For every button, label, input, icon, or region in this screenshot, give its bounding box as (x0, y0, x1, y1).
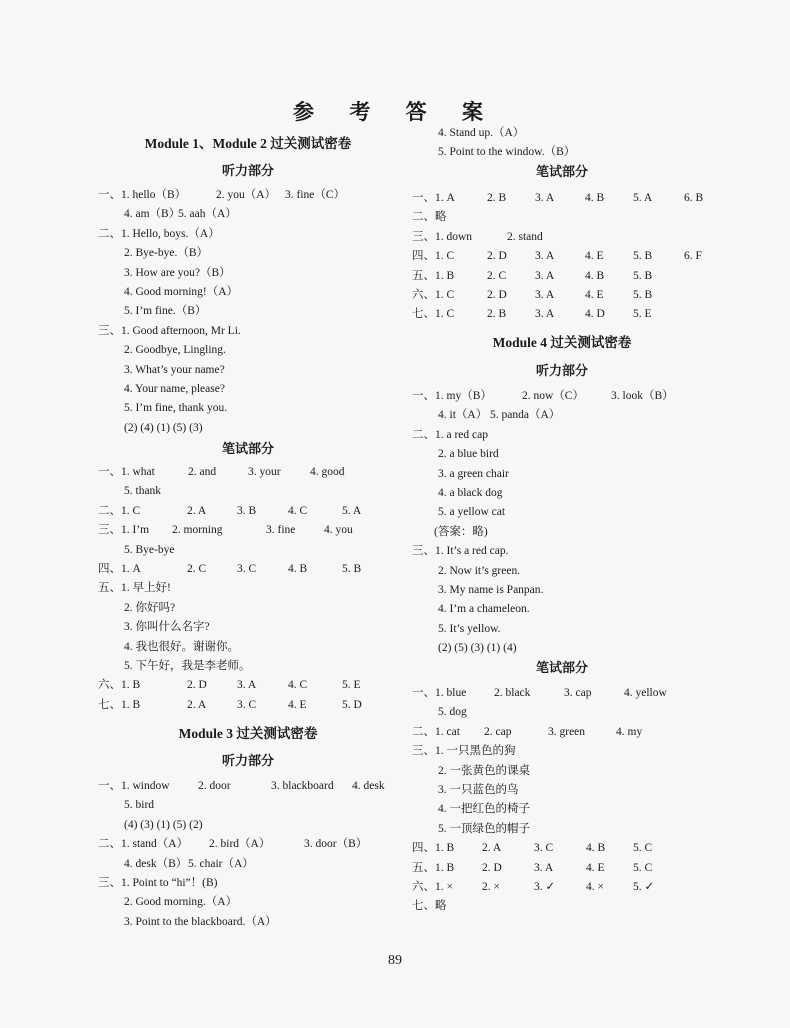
answer-item: 六、1. × (412, 881, 453, 893)
page-title: 参 考 答 案 (293, 100, 497, 124)
answer-item: (4) (3) (1) (5) (2) (124, 819, 203, 831)
answer-item: 5. A (633, 192, 653, 204)
answer-item: 3. B (237, 505, 257, 517)
answer-item: 4. C (288, 679, 308, 691)
answer-item: 5. B (633, 289, 653, 301)
answer-item: 三、1. down (412, 231, 473, 243)
answer-item: 5. Bye-bye (124, 544, 175, 556)
answer-item: 6. F (684, 250, 702, 262)
answer-item: 3. cap (564, 687, 592, 699)
answer-item: 2. Goodbye, Lingling. (124, 344, 226, 356)
answer-item: 2. black (494, 687, 531, 699)
answer-item: 4. E (585, 289, 604, 301)
answer-item: 2. D (487, 250, 507, 262)
answer-item: 2. and (188, 466, 217, 478)
answer-item: 二、1. C (98, 505, 141, 517)
answer-item: 一、1. hello（B） (98, 189, 187, 201)
answer-item: 3. A (534, 862, 554, 874)
answer-item: 2. B (487, 308, 507, 320)
answer-item: 3. A (535, 250, 555, 262)
answer-item: 3. My name is Panpan. (438, 584, 544, 596)
answer-item: 三、1. Point to “hi”！(B) (98, 877, 218, 889)
section-heading: Module 4 过关测试密卷 (492, 335, 632, 350)
section-heading: Module 1、Module 2 过关测试密卷 (144, 136, 352, 151)
page-number: 89 (388, 953, 402, 968)
answer-item: 5. 下午好，我是李老师。 (124, 660, 251, 672)
answer-item: 2. A (482, 842, 502, 854)
answer-item: 六、1. C (412, 289, 455, 301)
answer-item: 3. a green chair (438, 468, 509, 480)
section-heading: Module 3 过关测试密卷 (178, 726, 318, 741)
answer-item: 5. D (342, 699, 362, 711)
answer-item: 5. E (633, 308, 652, 320)
answer-item: 六、1. B (98, 679, 141, 691)
answer-item: 一、1. window (98, 780, 170, 792)
answer-item: 二、1. cat (412, 726, 460, 738)
answer-item: 3. C (237, 563, 257, 575)
answer-item: 5. ✓ (633, 881, 655, 893)
answer-item: 3. A (535, 308, 555, 320)
answer-item: 四、1. B (412, 842, 455, 854)
answer-item: 4. am（B） (124, 208, 181, 220)
answer-item: 2. C (487, 270, 507, 282)
answer-item: 2. Bye-bye.（B） (124, 247, 209, 259)
answer-item: 2. 你好吗? (124, 602, 176, 614)
answer-item: 4. D (585, 308, 605, 320)
answer-item: 一、1. my（B） (412, 390, 492, 402)
sub-heading: 笔试部分 (535, 661, 588, 676)
answer-item: 二、1. Hello, boys.（A） (98, 228, 220, 240)
answer-item: 2. D (487, 289, 507, 301)
answer-item: 3. door（B） (304, 838, 368, 850)
answer-item: 5. I’m fine, thank you. (124, 402, 228, 414)
answer-item: 2. you（A） (216, 189, 277, 201)
answer-item: 二、1. a red cap (412, 429, 488, 441)
answer-item: 5. Point to the window.（B） (438, 146, 576, 158)
answer-item: 5. dog (438, 706, 467, 718)
answer-item: 2. stand (507, 231, 543, 243)
answer-item: 3. A (535, 289, 555, 301)
answer-item: 三、1. I’m (98, 524, 150, 536)
answer-item: 5. B (342, 563, 362, 575)
answer-item: 3. look（B） (611, 390, 674, 402)
answer-item: (2) (5) (3) (1) (4) (438, 642, 517, 654)
answer-item: 4. 一把红色的椅子 (438, 803, 530, 815)
answer-item: 4. B (585, 270, 605, 282)
answer-item: 4. my (616, 726, 643, 738)
answer-item: 2. × (482, 881, 500, 893)
sub-heading: 听力部分 (221, 164, 274, 179)
answer-item: 4. C (288, 505, 308, 517)
answer-item: 七、1. B (98, 699, 141, 711)
answer-item: 4. E (585, 250, 604, 262)
answer-item: 3. your (248, 466, 281, 478)
answer-item: 五、1. B (412, 270, 455, 282)
answer-item: 6. B (684, 192, 704, 204)
answer-item: 4. B (585, 192, 605, 204)
answer-item: 5. aah（A） (178, 208, 237, 220)
answer-item: 四、1. A (98, 563, 141, 575)
answer-item: 3. What’s your name? (124, 364, 225, 376)
answer-item: 3. C (237, 699, 257, 711)
answer-item: 5. thank (124, 485, 162, 497)
answer-item: 4. B (288, 563, 308, 575)
answer-item: 5. I’m fine.（B） (124, 305, 207, 317)
answer-item: 4. it（A） (438, 409, 488, 421)
answer-item: 2. D (482, 862, 502, 874)
answer-item: 5. B (633, 270, 653, 282)
answer-item: 3. A (535, 270, 555, 282)
answer-item: 5. 一顶绿色的帽子 (438, 823, 530, 835)
answer-item: 2. cap (484, 726, 512, 738)
answer-item: 4. you (324, 524, 353, 536)
answer-item: 4. × (586, 881, 604, 893)
answer-item: 3. 一只蓝色的鸟 (438, 784, 519, 796)
answer-item: 2. a blue bird (438, 448, 499, 460)
answer-item: 3. fine（C） (285, 189, 346, 201)
answer-item: 4. 我也很好。谢谢你。 (124, 641, 239, 653)
answer-item: 七、1. C (412, 308, 455, 320)
answer-item: 4. B (586, 842, 606, 854)
answer-item: 2. 一张黄色的课桌 (438, 765, 530, 777)
answer-item: 5. bird (124, 799, 155, 811)
answer-item: 5. C (633, 842, 653, 854)
answer-item: 3. green (548, 726, 586, 738)
answer-item: (答案：略) (434, 526, 488, 538)
answer-item: 4. E (288, 699, 307, 711)
answer-item: 三、1. Good afternoon, Mr Li. (98, 325, 241, 337)
answer-item: 5. C (633, 862, 653, 874)
answer-item: 5. B (633, 250, 653, 262)
answer-item: 3. fine (266, 524, 296, 536)
answer-item: 2. door (198, 780, 231, 792)
answer-item: 3. 你叫什么名字? (124, 621, 210, 633)
answer-item: 2. bird（A） (209, 838, 271, 850)
answer-item: 三、1. It’s a red cap. (412, 545, 509, 557)
answer-item: 5. chair（A） (188, 858, 254, 870)
answer-item: 二、略 (412, 211, 447, 223)
answer-item: 2. C (187, 563, 207, 575)
answer-item: 3. How are you?（B） (124, 267, 231, 279)
answer-item: 一、1. blue (412, 687, 467, 699)
answer-item: 3. Point to the blackboard.（A） (124, 916, 277, 928)
answer-item: 2. Good morning.（A） (124, 896, 238, 908)
answer-item: 5. A (342, 505, 362, 517)
answer-item: 5. It’s yellow. (438, 623, 501, 635)
answer-item: 4. Stand up.（A） (438, 127, 525, 139)
answer-item: 4. good (310, 466, 345, 478)
answer-item: 2. Now it’s green. (438, 565, 521, 577)
answer-item: 4. I’m a chameleon. (438, 603, 530, 615)
answer-item: 3. A (237, 679, 257, 691)
answer-item: 一、1. what (98, 466, 155, 478)
answer-item: 2. A (187, 505, 207, 517)
answer-item: 3. ✓ (534, 881, 556, 893)
sub-heading: 听力部分 (221, 754, 274, 769)
answer-item: 4. E (586, 862, 605, 874)
answer-item: 2. B (487, 192, 507, 204)
answer-item: 一、1. A (412, 192, 455, 204)
answer-item: 4. Your name, please? (124, 383, 225, 395)
sub-heading: 笔试部分 (221, 442, 274, 457)
sub-heading: 听力部分 (535, 364, 588, 379)
answer-item: 4. desk（B） (124, 858, 188, 870)
answer-item: 5. E (342, 679, 361, 691)
answer-item: 5. a yellow cat (438, 506, 506, 518)
answer-item: 三、1. 一只黑色的狗 (412, 745, 516, 757)
answer-item: 2. A (187, 699, 207, 711)
answer-item: 五、1. 早上好! (98, 582, 171, 594)
answer-item: 4. desk (352, 780, 385, 792)
sub-heading: 笔试部分 (535, 165, 588, 180)
answer-item: (2) (4) (1) (5) (3) (124, 422, 203, 434)
answer-item: 4. Good morning!（A） (124, 286, 239, 298)
answer-item: 4. a black dog (438, 487, 503, 499)
answer-item: 五、1. B (412, 862, 455, 874)
answer-item: 二、1. stand（A） (98, 838, 189, 850)
answer-item: 2. now（C） (522, 390, 584, 402)
answer-item: 3. blackboard (271, 780, 334, 792)
answer-item: 4. yellow (624, 687, 667, 699)
answer-item: 四、1. C (412, 250, 455, 262)
answer-item: 5. panda（A） (490, 409, 561, 421)
answer-item: 2. D (187, 679, 207, 691)
answer-item: 2. morning (172, 524, 223, 536)
answer-item: 七、略 (412, 900, 447, 912)
answer-item: 3. C (534, 842, 554, 854)
answer-item: 3. A (535, 192, 555, 204)
